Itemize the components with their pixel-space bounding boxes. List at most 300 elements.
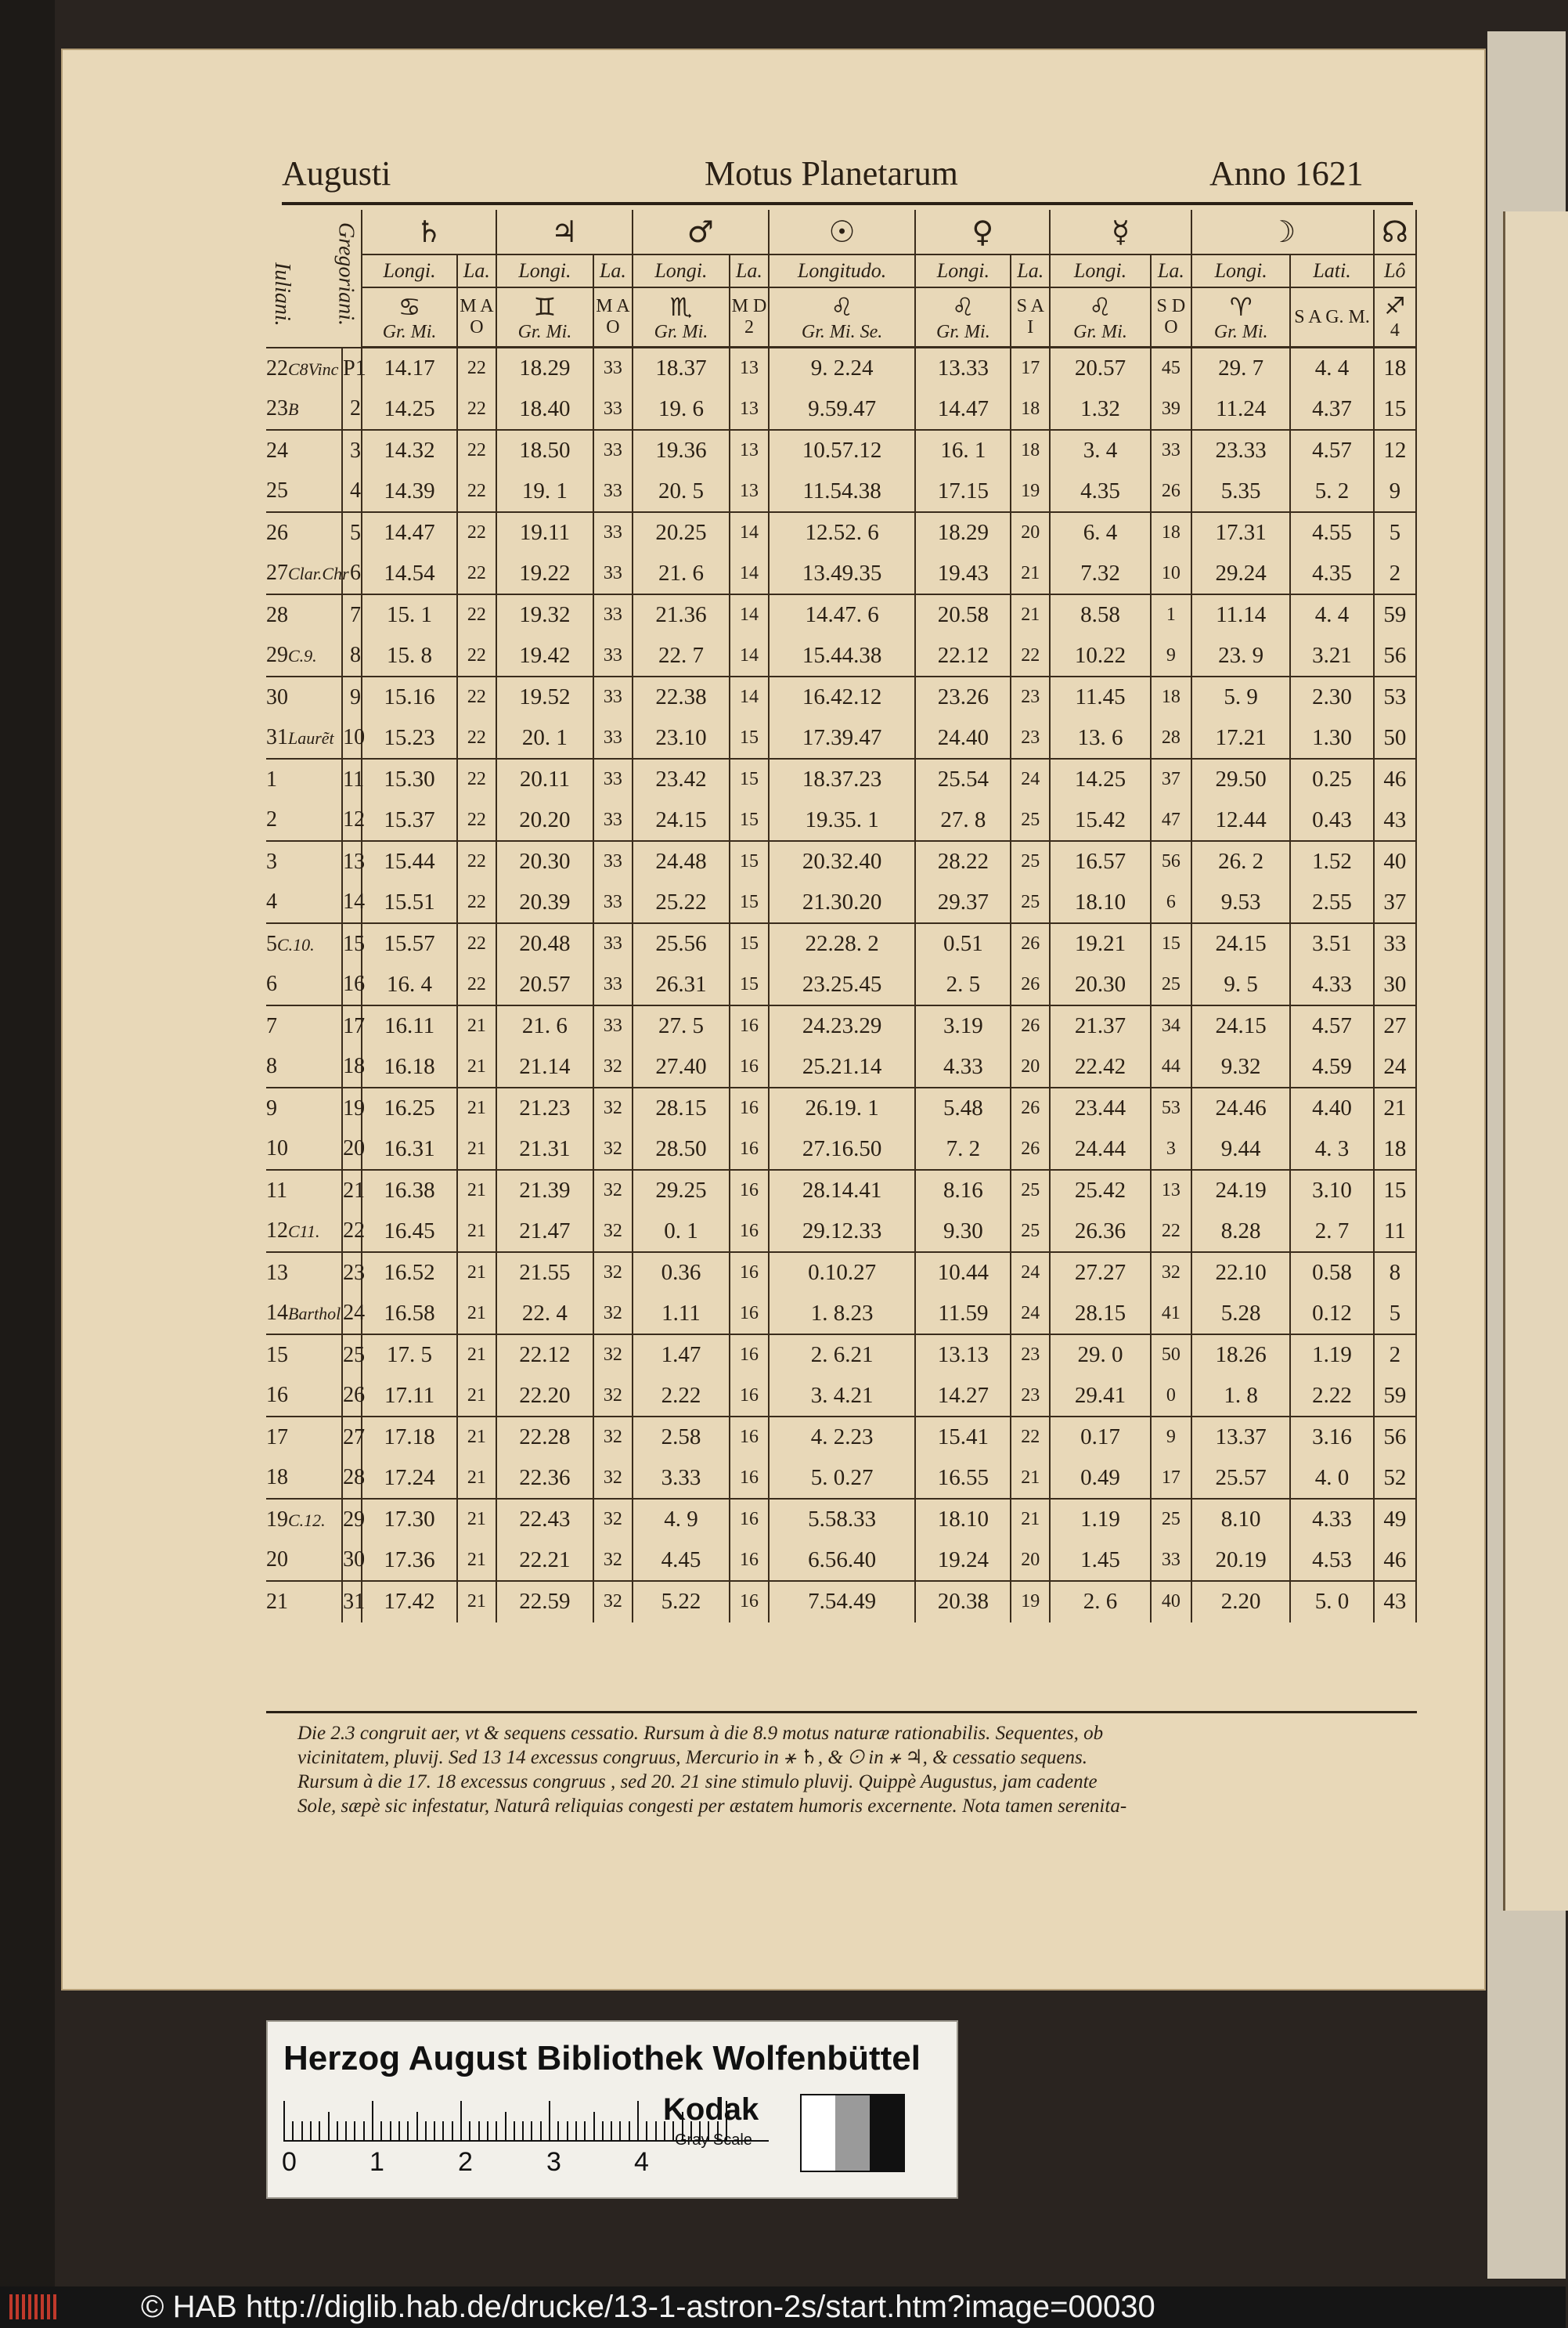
gregorian-day: 4 [342, 471, 362, 513]
sat-value: 15.30 [362, 759, 457, 800]
table-row [266, 1499, 1416, 1540]
marl-value: 16 [730, 1252, 769, 1294]
color-calibration-card [266, 2020, 958, 2199]
mar-value: 20. 5 [633, 471, 730, 513]
ven-value: 4.33 [915, 1047, 1011, 1088]
mar-value: 19. 6 [633, 389, 730, 431]
satl-value: 21 [457, 1581, 496, 1622]
gregorian-day: 5 [342, 512, 362, 554]
venl-value: 21 [1011, 1458, 1050, 1500]
sun-value: 2. 6.21 [769, 1334, 916, 1376]
copyright-url[interactable]: © HAB http://diglib.hab.de/drucke/13-1-astron-2s/start.htm?image=00030 [141, 2290, 1155, 2324]
satl-value: 21 [457, 1499, 496, 1540]
ven-value: 18.10 [915, 1499, 1011, 1540]
note-line: Sole, sæpè sic infestatur, Naturâ reliquias congesti per æstatem humoris excernente. Nota tamen serenita- [297, 1796, 1127, 1817]
sun-value: 25.21.14 [769, 1047, 916, 1088]
mar-value: 22. 7 [633, 636, 730, 677]
marl-value: 16 [730, 1294, 769, 1335]
ven-value: 17.15 [915, 471, 1011, 513]
ven-value: 23.26 [915, 677, 1011, 718]
sat-value: 17.42 [362, 1581, 457, 1622]
ven-value: 16. 1 [915, 430, 1011, 471]
ruler-tick [398, 2121, 400, 2140]
mar-value: 18.37 [633, 348, 730, 389]
sat-value: 14.25 [362, 389, 457, 431]
mars-long-head: Longi. [633, 254, 730, 287]
sat-value: 15.51 [362, 882, 457, 924]
marl-value: 16 [730, 1581, 769, 1622]
moonl-value: 4.37 [1290, 389, 1373, 431]
sun-value: 18.37.23 [769, 759, 916, 800]
mer-value: 19.21 [1050, 923, 1151, 965]
mar-value: 23.42 [633, 759, 730, 800]
marl-value: 13 [730, 471, 769, 513]
hab-logo-icon [8, 2291, 63, 2323]
sun-value: 3. 4.21 [769, 1376, 916, 1417]
jupl-value: 32 [593, 1334, 633, 1376]
cancer-sign-icon: ♋ [398, 291, 421, 322]
gregorian-day: P1 [342, 348, 362, 389]
ruler-tick [283, 2101, 285, 2140]
node-value: 43 [1374, 1581, 1416, 1622]
node-value: 12 [1374, 430, 1416, 471]
ruler-tick [487, 2121, 488, 2140]
node-unit-head: ♐ 4 [1374, 287, 1416, 348]
satl-value: 22 [457, 594, 496, 636]
gregorian-day: 27 [342, 1417, 362, 1458]
jupl-value: 33 [593, 1005, 633, 1047]
ven-value: 24.40 [915, 718, 1011, 760]
merl-value: 34 [1151, 1005, 1191, 1047]
jupl-value: 33 [593, 841, 633, 882]
satl-value: 21 [457, 1252, 496, 1294]
marl-value: 15 [730, 800, 769, 842]
sun-long-head: Longitudo. [769, 254, 916, 287]
gregorian-day: 25 [342, 1334, 362, 1376]
node-value: 59 [1374, 594, 1416, 636]
julian-day: 31Laurẽt [266, 718, 342, 760]
venl-value: 26 [1011, 1005, 1050, 1047]
ruler-tick [425, 2121, 427, 2140]
moon-value: 8.10 [1191, 1499, 1291, 1540]
ruler-tick [310, 2121, 312, 2140]
ruler-tick [363, 2121, 365, 2140]
moonl-value: 4. 0 [1290, 1458, 1373, 1500]
venl-value: 23 [1011, 1334, 1050, 1376]
merl-value: 1 [1151, 594, 1191, 636]
gregorian-day: 31 [342, 1581, 362, 1622]
satl-value: 22 [457, 677, 496, 718]
jupl-value: 32 [593, 1376, 633, 1417]
jupl-value: 33 [593, 512, 633, 554]
satl-value: 22 [457, 348, 496, 389]
moonl-value: 4.53 [1290, 1540, 1373, 1582]
saturn-long-head: Longi. [362, 254, 457, 287]
julian-day: 5C.10. [266, 923, 342, 965]
merl-value: 40 [1151, 1581, 1191, 1622]
jupl-value: 33 [593, 554, 633, 595]
table-row [266, 1211, 1416, 1253]
marl-value: 16 [730, 1376, 769, 1417]
ruler-number: 1 [369, 2147, 384, 2177]
jupiter-latcode: M A O [593, 287, 633, 348]
moon-long-head: Longi. [1191, 254, 1291, 287]
mar-value: 1.11 [633, 1294, 730, 1335]
ruler-number: 0 [282, 2147, 297, 2177]
moon-value: 8.28 [1191, 1211, 1291, 1253]
satl-value: 22 [457, 923, 496, 965]
ruler-tick [593, 2112, 595, 2140]
moon-lat-head: Lati. [1290, 254, 1373, 287]
merl-value: 33 [1151, 430, 1191, 471]
sat-value: 17.30 [362, 1499, 457, 1540]
merl-value: 25 [1151, 965, 1191, 1006]
gregorian-day: 12 [342, 800, 362, 842]
satl-value: 21 [457, 1170, 496, 1211]
ven-value: 0.51 [915, 923, 1011, 965]
table-row [266, 636, 1416, 677]
saturn-unit-head: ♋ Gr. Mi. [362, 287, 457, 348]
jupl-value: 32 [593, 1540, 633, 1582]
satl-value: 22 [457, 800, 496, 842]
mercury-latcode: S D O [1151, 287, 1191, 348]
jup-value: 21.14 [496, 1047, 593, 1088]
node-value: 27 [1374, 1005, 1416, 1047]
sat-value: 15.16 [362, 677, 457, 718]
gray-swatches [800, 2094, 905, 2172]
node-value: 53 [1374, 677, 1416, 718]
mer-value: 11.45 [1050, 677, 1151, 718]
mer-value: 20.57 [1050, 348, 1151, 389]
venl-value: 20 [1011, 1047, 1050, 1088]
marl-value: 14 [730, 636, 769, 677]
gregorian-day: 13 [342, 841, 362, 882]
julian-day: 30 [266, 677, 342, 718]
adjacent-page [1487, 31, 1566, 2279]
sun-unit-head: ♌ Gr. Mi. Se. [769, 287, 916, 348]
moonl-value: 5. 0 [1290, 1581, 1373, 1622]
node-value: 49 [1374, 1499, 1416, 1540]
venl-value: 17 [1011, 348, 1050, 389]
ruler-tick [345, 2121, 347, 2140]
swatch [802, 2095, 835, 2171]
mer-value: 1.32 [1050, 389, 1151, 431]
merl-value: 39 [1151, 389, 1191, 431]
mars-lat-head: La. [730, 254, 769, 287]
venl-value: 23 [1011, 677, 1050, 718]
julian-day: 19C.12. [266, 1499, 342, 1540]
jupl-value: 33 [593, 389, 633, 431]
node-value: 5 [1374, 512, 1416, 554]
merl-value: 33 [1151, 1540, 1191, 1582]
venl-value: 20 [1011, 1540, 1050, 1582]
mer-value: 0.49 [1050, 1458, 1151, 1500]
ruler-tick [531, 2121, 532, 2140]
jup-value: 22.59 [496, 1581, 593, 1622]
jupl-value: 33 [593, 348, 633, 389]
ven-value: 7. 2 [915, 1129, 1011, 1171]
mar-value: 28.15 [633, 1088, 730, 1129]
moonl-value: 3.51 [1290, 923, 1373, 965]
ven-value: 18.29 [915, 512, 1011, 554]
moonl-value: 4.33 [1290, 965, 1373, 1006]
marl-value: 16 [730, 1088, 769, 1129]
julian-day: 2 [266, 800, 342, 842]
jupl-value: 32 [593, 1499, 633, 1540]
venus-lat-head: La. [1011, 254, 1050, 287]
node-value: 11 [1374, 1211, 1416, 1253]
venl-value: 21 [1011, 1499, 1050, 1540]
table-row [266, 965, 1416, 1006]
jup-value: 19.42 [496, 636, 593, 677]
jupl-value: 32 [593, 1581, 633, 1622]
ven-value: 8.16 [915, 1170, 1011, 1211]
moon-value: 9.53 [1191, 882, 1291, 924]
mer-value: 26.36 [1050, 1211, 1151, 1253]
ruler-tick [460, 2101, 462, 2140]
julian-day: 16 [266, 1376, 342, 1417]
mer-value: 29.41 [1050, 1376, 1151, 1417]
mar-value: 2.58 [633, 1417, 730, 1458]
jupl-value: 32 [593, 1211, 633, 1253]
moonl-value: 2.22 [1290, 1376, 1373, 1417]
mar-value: 0. 1 [633, 1211, 730, 1253]
venl-value: 24 [1011, 1252, 1050, 1294]
moonl-value: 4.35 [1290, 554, 1373, 595]
mer-value: 4.35 [1050, 471, 1151, 513]
gregorian-day: 20 [342, 1129, 362, 1171]
ven-value: 16.55 [915, 1458, 1011, 1500]
gregorian-day: 26 [342, 1376, 362, 1417]
ven-value: 20.58 [915, 594, 1011, 636]
satl-value: 21 [457, 1211, 496, 1253]
mer-value: 21.37 [1050, 1005, 1151, 1047]
sun-value: 17.39.47 [769, 718, 916, 760]
ruler-tick [407, 2121, 409, 2140]
venl-value: 26 [1011, 1088, 1050, 1129]
scorpio-sign-icon: ♏ [669, 291, 693, 322]
ruler-tick [328, 2112, 330, 2140]
marl-value: 16 [730, 1211, 769, 1253]
ven-value: 29.37 [915, 882, 1011, 924]
jupl-value: 33 [593, 430, 633, 471]
mercury-glyph: ☿ [1050, 210, 1191, 254]
jupl-value: 32 [593, 1088, 633, 1129]
marl-value: 15 [730, 923, 769, 965]
ven-value: 14.27 [915, 1376, 1011, 1417]
jup-value: 22.12 [496, 1334, 593, 1376]
julian-day: 6 [266, 965, 342, 1006]
venl-value: 25 [1011, 882, 1050, 924]
ruler-tick [655, 2121, 657, 2140]
table-bottom-rule [266, 1711, 1417, 1713]
jupl-value: 33 [593, 636, 633, 677]
ven-value: 28.22 [915, 841, 1011, 882]
moon-value: 29. 7 [1191, 348, 1291, 389]
gregorian-day: 7 [342, 594, 362, 636]
node-value: 21 [1374, 1088, 1416, 1129]
jup-value: 19.32 [496, 594, 593, 636]
note-line: vicinitatem, pluvij. Sed 13 14 excessus congruus, Mercurio in ⚹ ♄, & ☉ in ⚹ ♃, & cessatio sequens. [297, 1747, 1088, 1768]
saturn-glyph: ♄ [362, 210, 496, 254]
sun-value: 11.54.38 [769, 471, 916, 513]
footer-bar [0, 2286, 1566, 2328]
satl-value: 22 [457, 841, 496, 882]
sun-value: 22.28. 2 [769, 923, 916, 965]
merl-value: 6 [1151, 882, 1191, 924]
day-columns-head [266, 210, 362, 348]
mer-value: 1.45 [1050, 1540, 1151, 1582]
jupiter-long-head: Longi. [496, 254, 593, 287]
jupl-value: 32 [593, 1252, 633, 1294]
aries-sign-icon: ♈ [1229, 291, 1253, 322]
mer-value: 13. 6 [1050, 718, 1151, 760]
satl-value: 22 [457, 430, 496, 471]
gregorian-day: 17 [342, 1005, 362, 1047]
ruler-number: 2 [458, 2147, 473, 2177]
marl-value: 14 [730, 512, 769, 554]
table-row [266, 923, 1416, 965]
moonl-value: 1.30 [1290, 718, 1373, 760]
moon-value: 13.37 [1191, 1417, 1291, 1458]
jup-value: 22.43 [496, 1499, 593, 1540]
julian-day: 22C8Vinc [266, 348, 342, 389]
jupl-value: 33 [593, 882, 633, 924]
marl-value: 16 [730, 1458, 769, 1500]
moonl-value: 0.43 [1290, 800, 1373, 842]
jup-value: 21.31 [496, 1129, 593, 1171]
gregorian-day: 6 [342, 554, 362, 595]
jup-value: 22. 4 [496, 1294, 593, 1335]
node-value: 15 [1374, 1170, 1416, 1211]
sat-value: 16.45 [362, 1211, 457, 1253]
ruler-tick [611, 2121, 612, 2140]
sat-value: 14.47 [362, 512, 457, 554]
saturn-latcode: M A O [457, 287, 496, 348]
satl-value: 21 [457, 1005, 496, 1047]
mar-value: 24.15 [633, 800, 730, 842]
moon-unit-head: ♈ Gr. Mi. [1191, 287, 1291, 348]
jup-value: 21.39 [496, 1170, 593, 1211]
merl-value: 26 [1151, 471, 1191, 513]
marl-value: 16 [730, 1170, 769, 1211]
mer-value: 14.25 [1050, 759, 1151, 800]
satl-value: 22 [457, 965, 496, 1006]
moonl-value: 1.19 [1290, 1334, 1373, 1376]
gregorian-day: 30 [342, 1540, 362, 1582]
table-row [266, 554, 1416, 595]
node-value: 24 [1374, 1047, 1416, 1088]
marl-value: 15 [730, 718, 769, 760]
jup-value: 19.11 [496, 512, 593, 554]
venl-value: 26 [1011, 1129, 1050, 1171]
left-background [0, 0, 55, 2328]
venl-value: 25 [1011, 841, 1050, 882]
venl-value: 20 [1011, 512, 1050, 554]
venl-value: 22 [1011, 1417, 1050, 1458]
satl-value: 22 [457, 512, 496, 554]
jup-value: 20. 1 [496, 718, 593, 760]
moon-value: 25.57 [1191, 1458, 1291, 1500]
ven-value: 2. 5 [915, 965, 1011, 1006]
sat-value: 17.18 [362, 1417, 457, 1458]
merl-value: 15 [1151, 923, 1191, 965]
note-line: Rursum à die 17. 18 excessus congruus , sed 20. 21 sine stimulo pluvij. Quippè Augustus, jam cadente [297, 1771, 1098, 1792]
venl-value: 26 [1011, 923, 1050, 965]
table-row [266, 1294, 1416, 1335]
ephemeris-table [266, 210, 1417, 1622]
julian-day: 17 [266, 1417, 342, 1458]
julian-day: 13 [266, 1252, 342, 1294]
gregorian-day: 10 [342, 718, 362, 760]
moonl-value: 3.10 [1290, 1170, 1373, 1211]
table-row [266, 1581, 1416, 1622]
satl-value: 22 [457, 882, 496, 924]
ven-value: 13.13 [915, 1334, 1011, 1376]
merl-value: 37 [1151, 759, 1191, 800]
moon-value: 9.44 [1191, 1129, 1291, 1171]
moon-value: 23.33 [1191, 430, 1291, 471]
marl-value: 16 [730, 1417, 769, 1458]
venl-value: 25 [1011, 1211, 1050, 1253]
moon-value: 2.20 [1191, 1581, 1291, 1622]
sun-value: 16.42.12 [769, 677, 916, 718]
mer-value: 25.42 [1050, 1170, 1151, 1211]
mar-value: 4.45 [633, 1540, 730, 1582]
venus-latcode: S A I [1011, 287, 1050, 348]
gregorian-day: 24 [342, 1294, 362, 1335]
table-row [266, 1252, 1416, 1294]
merl-value: 0 [1151, 1376, 1191, 1417]
node-value: 2 [1374, 1334, 1416, 1376]
merl-value: 41 [1151, 1294, 1191, 1335]
ven-value: 25.54 [915, 759, 1011, 800]
node-value: 33 [1374, 923, 1416, 965]
sun-value: 21.30.20 [769, 882, 916, 924]
moon-value: 24.15 [1191, 923, 1291, 965]
moon-value: 29.50 [1191, 759, 1291, 800]
merl-value: 10 [1151, 554, 1191, 595]
sun-value: 15.44.38 [769, 636, 916, 677]
ruler-tick [496, 2121, 497, 2140]
moonl-value: 3.21 [1290, 636, 1373, 677]
jupiter-unit-head: ♊ Gr. Mi. [496, 287, 593, 348]
marl-value: 15 [730, 841, 769, 882]
jupl-value: 33 [593, 718, 633, 760]
mer-value: 6. 4 [1050, 512, 1151, 554]
mar-value: 22.38 [633, 677, 730, 718]
jup-value: 19.22 [496, 554, 593, 595]
mar-value: 27.40 [633, 1047, 730, 1088]
mar-value: 1.47 [633, 1334, 730, 1376]
mar-value: 20.25 [633, 512, 730, 554]
mars-glyph: ♂ [633, 210, 769, 254]
mar-value: 19.36 [633, 430, 730, 471]
node-value: 46 [1374, 759, 1416, 800]
moonl-value: 1.52 [1290, 841, 1373, 882]
jupl-value: 32 [593, 1129, 633, 1171]
sun-glyph: ☉ [769, 210, 916, 254]
moonl-value: 4. 4 [1290, 594, 1373, 636]
gregorian-day: 15 [342, 923, 362, 965]
ven-value: 20.38 [915, 1581, 1011, 1622]
jup-value: 21. 6 [496, 1005, 593, 1047]
moonl-value: 4.59 [1290, 1047, 1373, 1088]
jupiter-glyph: ♃ [496, 210, 633, 254]
table-row [266, 1417, 1416, 1458]
sat-value: 16.31 [362, 1129, 457, 1171]
sun-value: 26.19. 1 [769, 1088, 916, 1129]
